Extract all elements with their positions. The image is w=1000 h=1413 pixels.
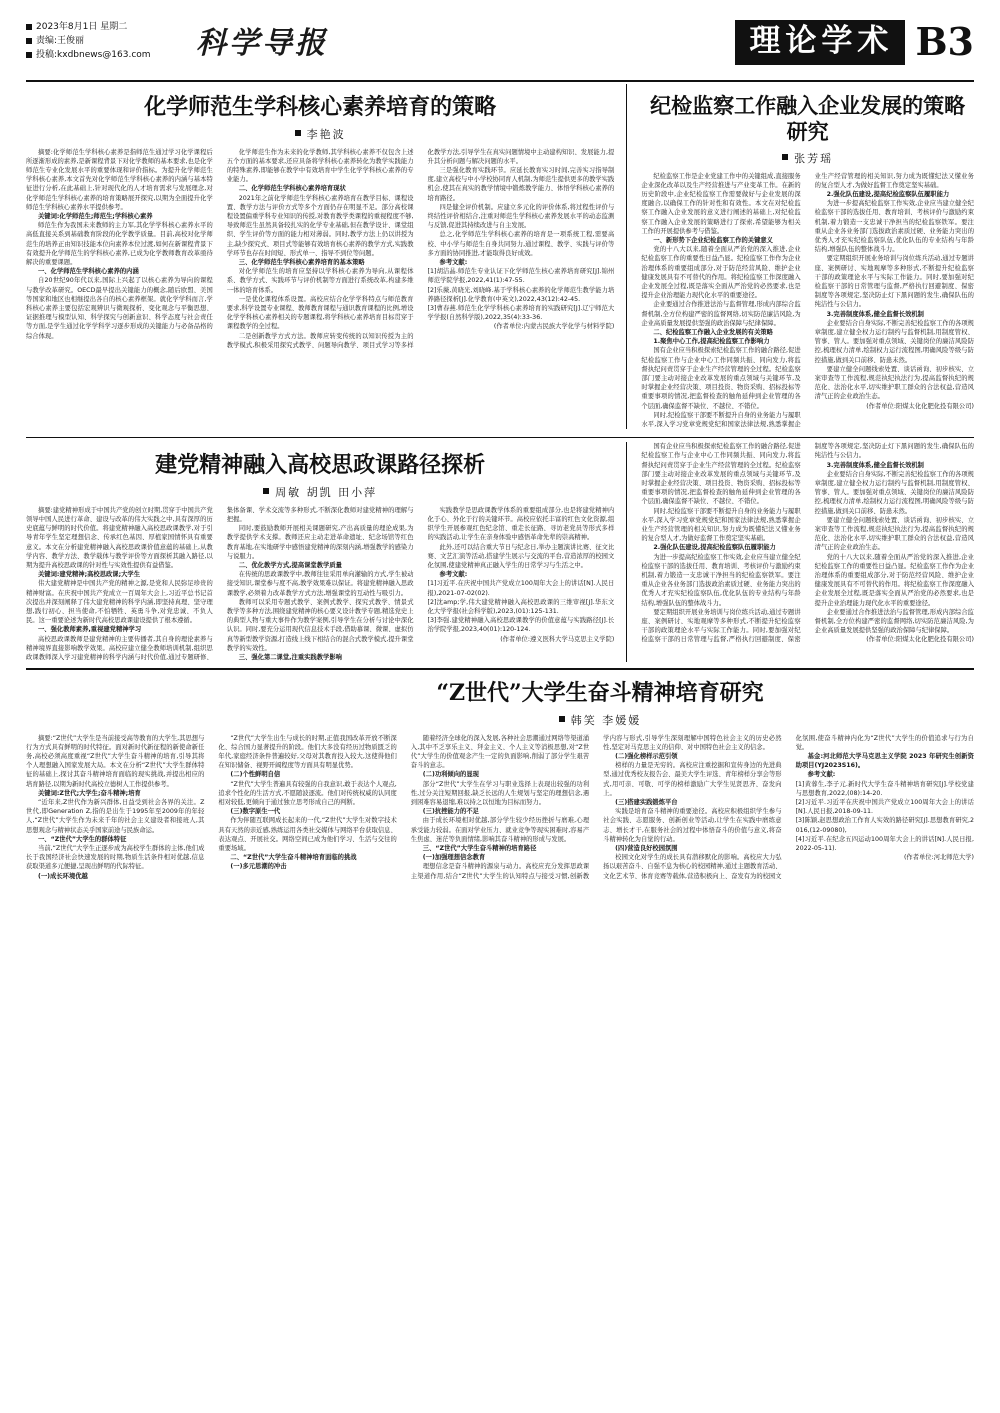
paragraph: 企业要结合自身实际,不断完善纪检监察工作的各项规章制度,建立健全权力运行制约与监督机制,用制度管权、管事、管人。要加强对重点领域、关键岗位的廉洁风险防控,梳理权力清单,绘制权力运行流程图,明确风险等级与防控措施,做到关口前移、防患未然。	[814, 319, 974, 364]
paragraph-keywords: 关键词:建党精神;高校思政课;大学生	[38, 571, 141, 579]
paragraph-abstract: 摘要:“Z世代”大学生是当前接受高等教育的大学生,其思想与行为方式具有鲜明的时代特征。面对新时代新征程的新使命新任务,高校必须高度重视“Z世代”大学生奋斗精神的培育,引导其将个人理想融入国家发展大局。本文在分析“Z世代”大学生群体特征的基础上,探讨其奋斗精神培育面临的现实挑战,并提出相应的培育路径,以期为新时代高校立德树人工作提供参考。	[26, 734, 205, 788]
paragraph: “近年来,Z世代作为新兴群体,日益受到社会各界的关注。Z世代,即Generation Z,指的是出生于1995年至2009年的年轻人,“Z世代”大学生作为未来千年的社会主义建设者和接班人,其思想观念与精神状态关乎国家前途与民族命运。	[26, 799, 205, 834]
paragraph: “Z世代”大学生普遍具有较强的自我意识,敢于表达个人观点,追求个性化的生活方式,不愿随波逐流。他们对传统权威的认同度相对较低,更倾向于通过独立思考形成自己的判断。	[218, 780, 397, 807]
bullet-square-icon	[559, 716, 565, 722]
section-heading: 三、化学师范生学科核心素养培育的基本策略	[238, 258, 365, 266]
paragraph: 由于成长环境相对优越,部分学生较少经历挫折与磨难,心理承受能力较弱。在面对学业压力、就业竞争等现实困难时,容易产生焦虑、迷茫等负面情绪,影响其奋斗精神的形成与发展。	[410, 817, 590, 843]
paragraph: 要建立健全问题线索处置、谈话函询、初步核实、立案审查等工作流程,规范执纪执法行为,提高监督执纪的规范化、法治化水平,切实维护职工群众的合法权益,营造风清气正的企业政治生态。	[814, 516, 974, 552]
author-names: 周敏 胡凯 田小萍	[275, 485, 378, 499]
section-heading: 二、纪检监察工作融入企业发展的有关策略	[653, 328, 773, 336]
paragraph: 作为伴随互联网成长起来的一代,“Z世代”大学生对数字技术具有天然的亲近感,熟练运用各类社交媒体与网络平台获取信息、表达观点、开展社交。网络空间已成为他们学习、生活与交往的重要场域。	[218, 817, 397, 853]
top-section	[26, 84, 974, 429]
paragraph: 校园文化对学生的成长具有潜移默化的影响。高校应大力弘扬以艰苦奋斗、自强不息为核心的校园精神,通过主题教育活动、文化艺术节、体育竞赛等载体,营造积极向上、奋发有为的校园文化氛围,使奋斗精神内化为“Z世代”大学生的价值追求与行为自觉。	[603, 734, 974, 880]
article-gen-z-striving-spirit	[26, 680, 974, 881]
paragraph: 国有企业应当积极探索纪检监察工作的融合路径,促进纪检监察工作与企业中心工作同频共振、同向发力,将监督执纪问责贯穿于企业生产经营管理的全过程。纪检监察部门要主动对接企业改革发展的重点领域与关键环节,及时掌握企业经营决策、项目投资、物资采购、招标投标等重要事项的情况,把监督检查的触角延伸到企业管理的各个层面,确保监督不缺位、不越位、不错位。	[641, 347, 801, 410]
paragraph: 总之,化学师范生学科核心素养的培育是一项系统工程,需要高校、中小学与师范生自身共同努力,通过课程、教学、实践与评价等多方面的协同推进,才能取得良好成效。	[427, 231, 615, 257]
paragraph: 教师可以采用专题式教学、案例式教学、探究式教学、情景式教学等多种方法,围绕建党精神的核心要义设计教学专题,精选党史上的典型人物与重大事件作为教学案例,引导学生在分析与讨论中深化认识。同时,要充分运用现代信息技术手段,借助慕课、微课、虚拟仿真等新型教学资源,打造线上线下相结合的混合式教学模式,提升课堂教学的实效性。	[226, 598, 414, 652]
article-title: 化学师范生学科核心素养培育的策略	[144, 94, 497, 120]
editor-line: 责编:王俊丽	[26, 34, 151, 48]
paragraph: 2021年之前化学师范生学科核心素养培育在教学目标、课程设置、教学方法与评价方式等多个方面仍存在明显不足。部分高校课程设置偏重学科专业知识的传授,对教育教学类课程的重视程度不够,导致师范生虽然具备较扎实的化学专业基础,但在教学设计、课堂组织、学生评价等方面的能力相对薄弱。同时,教学方法上仍以讲授为主,缺少探究式、项目式等能够有效培育核心素养的教学方式,实践教学环节也存在时间短、形式单一、指导不到位等问题。	[226, 194, 414, 257]
article-source: (作者单位:遵义医科大学马克思主义学院)	[500, 635, 615, 643]
bullet-square-icon	[263, 488, 269, 494]
subsection-heading: 2.强化队伍建设,提高纪检监察队伍履职能力	[653, 544, 776, 552]
article-source: (作者单位:河北师范大学)	[903, 854, 974, 862]
reference-item: [2]乐薇,黄晓光,刘晓峰.基于学科核心素养的化学师范生教学能力培养路径探析[J].化学教育(中英文),2022,43(12):42-45.	[427, 286, 615, 303]
masthead-divider	[26, 80, 974, 82]
article-source: (作者单位:内蒙古民族大学化学与材料学院)	[493, 323, 615, 331]
section-heading: 三、强化第二课堂,注重实践教学影响	[238, 653, 342, 661]
reference-item: [1]黄蓉生,李子元.新时代大学生奋斗精神培育研究[J].学校党建与思想教育,2022,(08):14-20.	[795, 780, 974, 797]
article-title: “Z世代”大学生奋斗精神培育研究	[436, 680, 764, 707]
paragraph: 同时,纪检监察干部要不断提升自身的业务能力与履职水平,深入学习党章党规党纪和国家法律法规,熟悉掌握企业生产经营管理的相关知识,努力成为既懂纪法又懂业务的复合型人才,为做好监督工作奠定坚实基础。	[641, 507, 801, 543]
paragraph: 当前,“Z世代”大学生正逐步成为高校学生群体的主体,他们成长于我国经济社会快速发展的时期,物质生活条件相对优越,信息获取渠道多元便捷,呈现出鲜明的代际特征。	[26, 845, 205, 871]
paragraph: 同时,纪检监察干部要不断提升自身的业务能力与履职水平,深入学习党章党规党纪和国家法律法规,熟悉掌握企业生产经营管理的相关知识,努力成为既懂纪法又懂业务的复合型人才,为做好监督工作奠定坚实基础。	[641, 172, 974, 428]
subsection-heading: 1.聚焦中心工作,提高纪检监察工作影响力	[653, 338, 770, 346]
paragraph: 伟大建党精神是中国共产党的精神之源,是党和人民弥足珍贵的精神财富。在庆祝中国共产党成立一百周年大会上,习近平总书记首次提出并深刻阐释了伟大建党精神的科学内涵,即坚持真理、坚守理想,践行初心、担当使命,不怕牺牲、英勇斗争,对党忠诚、不负人民。这一重要论述为新时代高校思政课建设提供了根本遵循。	[26, 580, 213, 625]
paragraph: 高校思政课教师是建党精神的主要传播者,其自身的理论素养与精神境界直接影响教学效果。高校应建立健全教师培训机制,组织思政课教师深入学习建党精神的科学内涵与时代价值,通过专题研修、集体备课、学术交流等多种形式,不断深化教师对建党精神的理解与把握。	[26, 506, 414, 661]
article-source: (作者单位:阳煤太化化肥化投有限公司)	[866, 402, 974, 410]
author-names: 韩笑 李媛媛	[570, 713, 642, 727]
paragraph: 实践是培育奋斗精神的重要途径。高校应积极组织学生参与社会实践、志愿服务、创新创业等活动,让学生在实践中磨练意志、增长才干,在服务社会的过程中体悟奋斗的价值与意义,将奋斗精神转化为自觉的行动。	[603, 808, 782, 843]
masthead-info	[26, 18, 151, 62]
article-body-continued	[641, 442, 974, 644]
references-heading: 参考文献:	[439, 571, 468, 579]
reference-item: [3]陈颖,赵思想政治工作育人实效的路径研究[J].思想教育研究,2016,(12-09080),	[795, 817, 974, 834]
subsection-heading: (一)多元思潮的冲击	[230, 863, 287, 871]
paragraph: 党的十八大以来,随着全面从严治党的深入推进,企业纪检监察工作的重要性日益凸显。纪检监察工作作为企业治理体系的重要组成部分,对于防范经营风险、维护企业健康发展具有不可替代的作用。将纪检监察工作深度融入企业发展全过程,既是落实全面从严治党的必然要求,也是提升企业治理能力现代化水平的重要途径。	[641, 246, 801, 300]
bullet-square-icon	[295, 130, 301, 136]
masthead	[26, 18, 974, 76]
paragraph: 三是强化教育实践环节。应延长教育实习时间,完善实习指导制度,建立高校与中小学校协同育人机制,为师范生提供更多的教学实践机会,使其在真实的教学情境中锻炼教学能力、体悟学科核心素养的培育路径。	[427, 166, 615, 202]
paragraph: 一是优化课程体系设置。高校应结合化学学科特点与师范教育要求,科学设置专业课程、教师教育课程与通识教育课程的比例,增设化学学科核心素养相关的专题课程,将学科核心素养培育目标贯穿于课程教学的全过程。	[226, 295, 414, 331]
reference-item: [1]习近平.在庆祝中国共产党成立100周年大会上的讲话[N].人民日报),2021-07-02(02).	[427, 580, 615, 597]
submission-email: 投稿:kxdbnews@163.com	[26, 48, 151, 62]
section-heading: 一、新形势下企业纪检监察工作的关键意义	[653, 236, 773, 244]
article-title: 纪检监察工作融入企业发展的策略研究	[650, 93, 966, 145]
middle-row	[26, 442, 974, 662]
reference-item: [1]胡洁晶.师范生专业认证下化学师范生核心素养培育研究[J].锦州师范学院学报,2022,41(1):47-55.	[427, 268, 615, 285]
paragraph: 企业要通过合作推进法治与监督管理,形成内部综合监督机制,全方位构建严密的监督网络,切实防范廉洁风险,为企业高质量发展提供坚强的政治保障与纪律保障。	[814, 608, 974, 635]
paragraph-keywords: 关键词:Z世代;大学生;奋斗精神;培育	[38, 789, 141, 797]
article-body	[26, 148, 614, 350]
subsection-heading: (一)加强理想信念教育	[422, 854, 486, 862]
paragraph: 要定期组织开展业务培训与岗位练兵活动,通过专题讲座、案例研讨、实地观摩等多种形式,不断提升纪检监察干部的政策理论水平与实际工作能力。同时,要加强对纪检监察干部的日常管理与监督,严格执行回避制度、保密制度等各项规定,坚决防止灯下黑问题的发生,确保队伍的纯洁性与公信力。	[641, 443, 974, 644]
paragraph: 企业要通过合作推进法治与监督管理,形成内部综合监督机制,全方位构建严密的监督网络,切实防范廉洁风险,为企业高质量发展提供坚强的政治保障与纪律保障。	[641, 301, 801, 327]
article-body	[26, 506, 614, 662]
article-chemistry-teacher-training	[26, 84, 626, 429]
bullet-square-icon	[782, 154, 788, 160]
section-heading: 二、优化教学方式,提高课堂教学质量	[238, 561, 342, 569]
paragraph: 榜样的力量是无穷的。高校应注重挖掘和宣传身边的先进典型,通过优秀校友报告会、最美大学生评选、青年榜样分享会等形式,用可亲、可敬、可学的榜样激励广大学生见贤思齐、奋发向上。	[603, 762, 782, 797]
reference-item: [3]李强.建党精神融入高校思政课教学的价值意蕴与实践路径[J].长治学院学报,2023,40(01):120-124.	[427, 617, 615, 634]
paragraph: 党的十八大以来,随着全面从严治党的深入推进,企业纪检监察工作的重要性日益凸显。纪检监察工作作为企业治理体系的重要组成部分,对于防范经营风险、维护企业健康发展具有不可替代的作用。将纪检监察工作深度融入企业发展全过程,既是落实全面从严治党的必然要求,也是提升企业治理能力现代化水平的重要途径。	[814, 553, 974, 607]
paragraph: 师范生作为我国未来教师的主力军,其化学学科核心素养水平的高低直接关系到基础教育阶段的化学教学质量。目前,高校对化学师范生的培养正由知识技能本位向素养本位过渡,如何在新课程背景下有效提升化学师范生的学科核心素养,已成为化学教师教育改革亟待解决的重要课题。	[26, 222, 213, 266]
subsection-heading: (三)搭建实践锻炼平台	[615, 799, 678, 807]
paper-name: 科学导报	[196, 26, 328, 61]
article-source: (作者单位:阳煤太化化肥化投有限公司)	[866, 636, 974, 644]
article-byline	[641, 150, 974, 166]
article-party-spirit-ideological-course	[26, 442, 626, 662]
author-name: 张芳瑶	[794, 151, 834, 165]
paragraph: 企业要结合自身实际,不断完善纪检监察工作的各项规章制度,建立健全权力运行制约与监督机制,用制度管权、管事、管人。要加强对重点领域、关键岗位的廉洁风险防控,梳理权力清单,绘制权力运行流程图,明确风险等级与防控措施,做到关口前移、防患未然。	[814, 470, 974, 515]
subsection-heading: (二)个性鲜明自信	[230, 771, 281, 779]
paragraph: 实践教学是思政课教学体系的重要组成部分,也是将建党精神内化于心、外化于行的关键环节。高校应依托丰富的红色文化资源,组织学生开展参观红色纪念馆、重走长征路、寻访老党员等形式多样的实践活动,让学生在亲身体验中感悟革命先辈的崇高精神。	[427, 506, 615, 542]
paragraph: 部分“Z世代”大学生在学习与职业选择上表现出较强的功利性,过分关注短期回报,缺乏长远的人生规划与坚定的理想信念,遇到困难容易退缩,难以持之以恒地为目标而努力。	[410, 780, 590, 807]
paragraph: 纪检监察工作是企业党建工作中的关键组成,直接服务企业深化改革以及生产经营推进与产业变革工作。在新的历史阶段中,企业纪检监察工作需要做好与企业发展的深度融合,以确保工作的针对性和有效性。本文在对纪检监察工作融入企业发展的意义进行阐述的基础上,对纪检监察工作融入企业发展的策略进行了探索,希望能够为相关工作的开展提供参考与借鉴。	[641, 172, 801, 235]
subsection-heading: (一)成长环境优越	[38, 872, 88, 880]
author-name: 李艳波	[306, 127, 346, 141]
paragraph: 自20世纪90年代以来,国际上兴起了以核心素养为导向的课程与教学改革研究。OECD最早提出关键能力的概念,随后欧盟、美国等国家和地区也相继提出各自的核心素养框架。就化学学科而言,学科核心素养主要包括宏观辨识与微观探析、变化观念与平衡思想、证据推理与模型认知、科学探究与创新意识、科学态度与社会责任等方面,是学生通过化学学科学习逐步形成的关键能力与必备品格的综合体现。	[26, 277, 213, 340]
paragraph: 随着经济全球化的深入发展,各种社会思潮通过网络等渠道涌入,其中不乏享乐主义、拜金主义、个人主义等消极思想,对“Z世代”大学生的价值观念产生一定的负面影响,削弱了部分学生艰苦奋斗的意志。	[410, 734, 590, 770]
article-body	[26, 734, 974, 881]
reference-item: [2]沈amp;学,伟大建党精神融入高校思政课的三维审视[J].华东文化大学学报(社会科学版),2023,(01):125-131.	[427, 598, 615, 615]
paragraph: 为进一步提高纪检监察工作实效,企业应当建立健全纪检监察干部的选拔任用、教育培训、考核评价与激励约束机制,着力锻造一支忠诚干净担当的纪检监察铁军。要注重从企业各业务部门选拔政治素质过硬、业务能力突出的优秀人才充实纪检监察队伍,优化队伍的专业结构与年龄结构,增强队伍的整体战斗力。	[814, 200, 974, 254]
paragraph: 化学师范生作为未来的化学教师,其学科核心素养不仅包含上述五个方面的基本要求,还应具备将学科核心素养转化为教学实践能力的特殊素养,即能够在教学中有效培育中学生化学学科核心素养的专业能力。	[226, 148, 414, 184]
page-number: B3	[915, 18, 974, 64]
section-header	[735, 20, 974, 65]
section-badge: 理论学术	[735, 20, 905, 65]
section-divider	[26, 437, 974, 438]
paragraph: 摘要:建党精神形成于中国共产党的创立时期,贯穿于中国共产党领导中国人民进行革命、建设与改革的伟大实践之中,具有深厚的历史底蕴与鲜明的时代价值。将建党精神融入高校思政课教学,对于引导青年学生坚定理想信念、传承红色基因、厚植家国情怀具有重要意义。本文在分析建党精神融入高校思政课价值意蕴的基础上,从教学内容、教学方法、教学载体与教学评价等方面探析其融入路径,以期为提升高校思政课的针对性与实效性提供有益借鉴。	[26, 506, 213, 569]
paragraph-keywords: 关键词:化学师范生;师范生;学科核心素养	[38, 212, 153, 220]
subsection-heading: 3.完善制度体系,健全监督长效机制	[826, 310, 924, 318]
subsection-heading: (二)强化榜样示范引领	[615, 753, 678, 761]
subsection-heading: (四)营造良好校园氛围	[615, 845, 678, 853]
reference-item: [2]习近平.习近平在庆祝中国共产党成立100周年大会上的讲话[N].人民日报,2018-09-11.	[795, 799, 974, 816]
paper-logo	[196, 18, 328, 62]
paragraph: 同时,要鼓励教师开展相关课题研究,产出高质量的理论成果,为教学提供学术支撑。教师还应主动走进革命遗址、纪念场馆等红色教育基地,在实地研学中感悟建党精神的深刻内涵,增强教学的感染力与说服力。	[226, 525, 414, 560]
article-byline	[26, 126, 614, 142]
middle-section	[26, 442, 974, 662]
references-heading: 参考文献:	[439, 258, 468, 266]
paragraph: 对化学师范生的培育应坚持以学科核心素养为导向,从课程体系、教学方式、实践环节与评价机制等方面进行系统改革,构建多维一体的培育体系。	[226, 268, 414, 294]
references-heading: 参考文献:	[807, 771, 836, 779]
section-heading: 二、化学师范生学科核心素养培育现状	[238, 185, 346, 193]
article-discipline-inspection-continued	[626, 442, 974, 662]
section-heading: 一、强化教师素养,重视建党精神学习	[38, 626, 142, 634]
article-discipline-inspection	[626, 84, 974, 429]
paragraph: 国有企业应当积极探索纪检监察工作的融合路径,促进纪检监察工作与企业中心工作同频共振、同向发力,将监督执纪问责贯穿于企业生产经营管理的全过程。纪检监察部门要主动对接企业改革发展的重点领域与关键环节,及时掌握企业经营决策、项目投资、物资采购、招标投标等重要事项的情况,把监督检查的触角延伸到企业管理的各个层面,确保监督不缺位、不越位、不错位。	[641, 443, 801, 506]
paragraph: 在传统的思政课教学中,教师往往采用单向灌输的方式,学生被动接受知识,课堂参与度不高,教学效果难以保证。将建党精神融入思政课教学,必须着力改革教学方式方法,增强课堂的互动性与吸引力。	[226, 571, 414, 597]
section-divider-bold	[26, 668, 974, 670]
paragraph: 四是健全评价机制。应建立多元化的评价体系,将过程性评价与终结性评价相结合,注重对师范生学科核心素养发展水平的动态监测与反馈,促进其持续改进与自主发展。	[427, 203, 615, 230]
section-heading: 二、“Z世代”大学生奋斗精神培育面临的挑战	[230, 854, 357, 862]
paragraph: 为进一步提高纪检监察工作实效,企业应当建立健全纪检监察干部的选拔任用、教育培训、考核评价与激励约束机制,着力锻造一支忠诚干净担当的纪检监察铁军。要注重从企业各业务部门选拔政治素质过硬、业务能力突出的优秀人才充实纪检监察队伍,优化队伍的专业结构与年龄结构,增强队伍的整体战斗力。	[641, 553, 801, 607]
article-byline	[226, 712, 974, 728]
paragraph: “Z世代”大学生出生与成长的时期,正值我国改革开放不断深化、综合国力显著提升的阶段。他们大多没有经历过物质匮乏的年代,家庭经济条件普遍较好,父母对其教育投入较大,这使得他们在知识储备、视野开阔程度等方面具有明显优势。	[218, 734, 397, 770]
paragraph: 二是创新教学方式方法。教师应转变传统的以知识传授为主的教学模式,积极采用探究式教学、问题导向教学、项目式学习等多样化教学方法,引导学生在真实问题情境中主动建构知识、发展能力,提升其分析问题与解决问题的水平。	[226, 148, 615, 349]
section-heading: 一、“Z世代”大学生的群体特征	[38, 835, 127, 843]
subsection-heading: (二)功利倾向的显现	[422, 771, 479, 779]
reference-item: [3]曹春燕.师范生化学学科核心素养培育的实践研究[J].辽宁师范大学学报(自然科学版),2022,35(4):33-36.	[427, 304, 615, 322]
reference-item: [4]习近平.在纪念五四运动100周年大会上的讲话[N].人民日报,2022-05-11).	[795, 835, 974, 853]
paragraph: 理想信念是奋斗精神的源泉与动力。高校应充分发挥思政课主渠道作用,结合“Z世代”大学生的认知特点与接受习惯,创新教学内容与形式,引导学生深刻理解中国特色社会主义的历史必然性,坚定对马克思主义的信仰、对中国特色社会主义的信念。	[410, 734, 782, 880]
paragraph: 要建立健全问题线索处置、谈话函询、初步核实、立案审查等工作流程,规范执纪执法行为,提高监督执纪的规范化、法治化水平,切实维护职工群众的合法权益,营造风清气正的企业政治生态。	[814, 365, 974, 401]
article-byline	[26, 484, 614, 500]
section-heading: 三、“Z世代”大学生奋斗精神的培育路径	[422, 845, 537, 853]
subsection-heading: 2.强化队伍建设,提高纪检监察队伍履职能力	[826, 190, 950, 198]
paragraph: 此外,还可以结合重大节日与纪念日,举办主题演讲比赛、征文比赛、文艺汇演等活动,搭建学生展示与交流的平台,营造浓厚的校园文化氛围,使建党精神真正融入学生的日常学习与生活之中。	[427, 543, 615, 569]
paragraph: 要定期组织开展业务培训与岗位练兵活动,通过专题讲座、案例研讨、实地观摩等多种形式,不断提升纪检监察干部的政策理论水平与实际工作能力。同时,要加强对纪检监察干部的日常管理与监督,严格执行回避制度、保密制度等各项规定,坚决防止灯下黑问题的发生,确保队伍的纯洁性与公信力。	[814, 255, 974, 309]
subsection-heading: 3.完善制度体系,健全监督长效机制	[826, 461, 924, 469]
fund-note: 基金:河北师范大学马克思主义学院 2023 年研究生创新资助项目(YJ2023S16)。	[795, 753, 974, 770]
article-body	[641, 172, 974, 430]
bottom-section	[26, 680, 974, 881]
publication-date: 2023年8月1日 星期二	[26, 20, 151, 34]
article-title: 建党精神融入高校思政课路径探析	[155, 452, 486, 479]
paragraph: 摘要:化学师范生学科核心素养是指师范生通过学习化学课程后所逐渐形成的素养,是新课程背景下对化学教师的基本要求,也是化学师范生专业化发展水平的重要体现和评价指标。为提升化学师范生学科核心素养,本文首先对化学师范生学科核心素养的内涵与基本特征进行分析,在此基础上,针对现代化的人才培育需求与发展理念,对化学师范生学科核心素养的培育策略展开探究,以期为全面提升化学师范生学科核心素养水平提供参考。	[26, 148, 213, 211]
subsection-heading: (三)抗挫能力的不足	[422, 808, 479, 816]
section-heading: 一、化学师范生学科核心素养的内涵	[38, 268, 139, 276]
subsection-heading: (三)数字原生一代	[230, 808, 281, 816]
